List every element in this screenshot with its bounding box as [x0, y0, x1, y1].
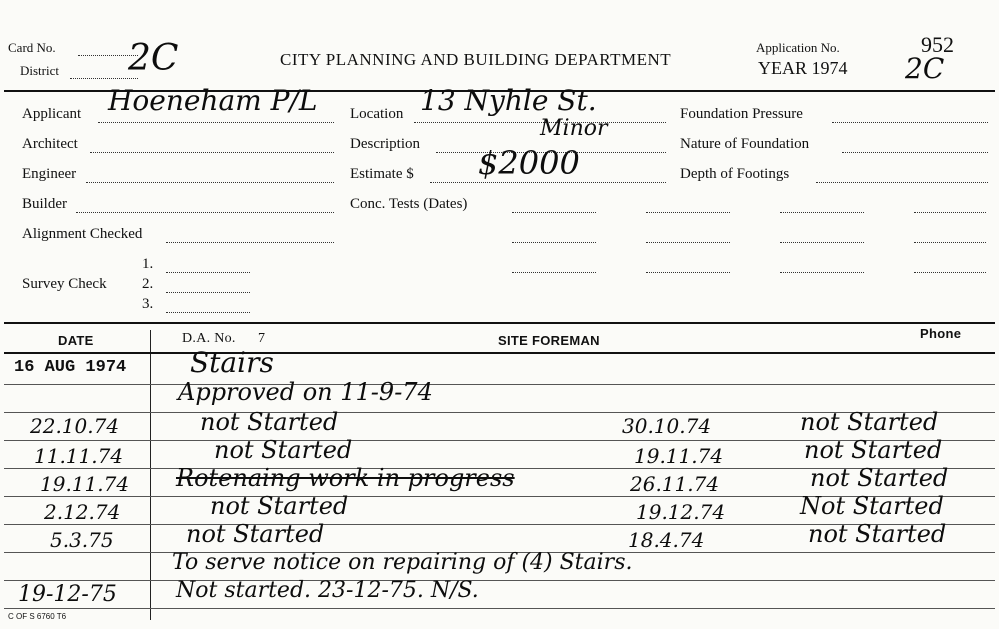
log-note: Not started. 23-12-75. N/S. — [176, 578, 479, 603]
location-label: Location — [350, 106, 404, 122]
conc-tests-label: Conc. Tests (Dates) — [350, 196, 468, 212]
row-line — [4, 608, 995, 609]
log-note: not Started — [186, 520, 325, 548]
survey-2-line — [166, 292, 250, 293]
log-note: Stairs — [190, 346, 274, 379]
location-value: 13 Nyhle St. — [420, 84, 597, 117]
log-date-2: 30.10.74 — [622, 414, 712, 438]
log-date: 2.12.74 — [44, 500, 121, 524]
conc-line — [512, 272, 596, 273]
builder-label: Builder — [22, 196, 67, 212]
log-note-2: not Started — [804, 436, 943, 464]
log-note-2: not Started — [808, 520, 947, 548]
conc-line — [646, 242, 730, 243]
log-date: 5.3.75 — [50, 528, 114, 552]
conc-line — [512, 242, 596, 243]
conc-line — [914, 212, 986, 213]
survey-label: Survey Check — [22, 276, 107, 292]
applicant-label: Applicant — [22, 106, 82, 122]
depth-footings-line — [816, 182, 988, 183]
log-note: Rotenaing work in progress — [176, 464, 515, 492]
foundation-pressure-label: Foundation Pressure — [680, 106, 803, 122]
conc-line — [914, 242, 986, 243]
log-note-2: Not Started — [800, 492, 944, 520]
survey-3-line — [166, 312, 250, 313]
nature-foundation-label: Nature of Foundation — [680, 136, 810, 152]
survey-3: 3. — [142, 296, 154, 312]
survey-1: 1. — [142, 256, 154, 272]
engineer-label: Engineer — [22, 166, 77, 182]
header-bottom-rule — [4, 352, 995, 354]
district-label: District — [20, 63, 59, 78]
da-label: D.A. No. — [182, 331, 236, 346]
form-code: C OF S 6760 T6 — [8, 612, 67, 621]
log-date-2: 18.4.74 — [628, 528, 705, 552]
architect-line — [90, 152, 334, 153]
architect-label: Architect — [22, 136, 78, 152]
estimate-label: Estimate $ — [350, 166, 414, 182]
estimate-line — [430, 182, 666, 183]
card-no-label: Card No. — [8, 40, 56, 55]
department-title: CITY PLANNING AND BUILDING DEPARTMENT — [280, 50, 672, 69]
alignment-label: Alignment Checked — [22, 226, 143, 242]
row-line — [4, 580, 995, 581]
log-date: 22.10.74 — [30, 414, 120, 438]
log-note: Approved on 11-9-74 — [178, 378, 433, 406]
estimate-value: $2000 — [478, 144, 580, 182]
survey-1-line — [166, 272, 250, 273]
log-date: 11.11.74 — [34, 444, 124, 468]
conc-line — [780, 212, 864, 213]
log-date: 16 AUG 1974 — [14, 358, 127, 377]
log-note-2: not Started — [800, 408, 939, 436]
conc-line — [512, 212, 596, 213]
card-value: 2C — [128, 38, 179, 79]
foundation-pressure-line — [832, 122, 988, 123]
log-date-2: 19.12.74 — [636, 500, 726, 524]
description-label: Description — [350, 136, 420, 152]
log-note: not Started — [210, 492, 349, 520]
alignment-line — [166, 242, 334, 243]
depth-footings-label: Depth of Footings — [680, 166, 790, 182]
table-top-rule — [4, 322, 995, 324]
date-header: DATE — [58, 333, 94, 348]
year-handwritten: 2C — [905, 52, 945, 85]
nature-foundation-line — [842, 152, 988, 153]
conc-line — [646, 212, 730, 213]
applicant-value: Hoeneham P/L — [108, 84, 318, 117]
conc-line — [646, 272, 730, 273]
log-date-2: 26.11.74 — [630, 472, 720, 496]
conc-line — [780, 272, 864, 273]
description-value: Minor — [540, 116, 608, 141]
log-date: 19.11.74 — [40, 472, 130, 496]
applicant-line — [98, 122, 334, 123]
conc-line — [914, 272, 986, 273]
log-note: not Started — [200, 408, 339, 436]
engineer-line — [86, 182, 334, 183]
log-note-2: not Started — [810, 464, 949, 492]
builder-line — [76, 212, 334, 213]
log-date-2: 19.11.74 — [634, 444, 724, 468]
log-note: To serve notice on repairing of (4) Stairs. — [172, 550, 633, 575]
survey-2: 2. — [142, 276, 154, 292]
log-note: not Started — [214, 436, 353, 464]
conc-line — [780, 242, 864, 243]
application-label: Application No. — [756, 40, 840, 55]
da-value: 7 — [258, 331, 265, 346]
site-foreman-header: SITE FOREMAN — [498, 333, 600, 348]
application-number: 952 — [921, 32, 954, 57]
log-date: 19-12-75 — [18, 582, 117, 607]
phone-header: Phone — [920, 326, 962, 341]
year-label: YEAR 1974 — [758, 58, 848, 78]
row-line — [4, 384, 995, 385]
date-column-divider — [150, 330, 151, 620]
